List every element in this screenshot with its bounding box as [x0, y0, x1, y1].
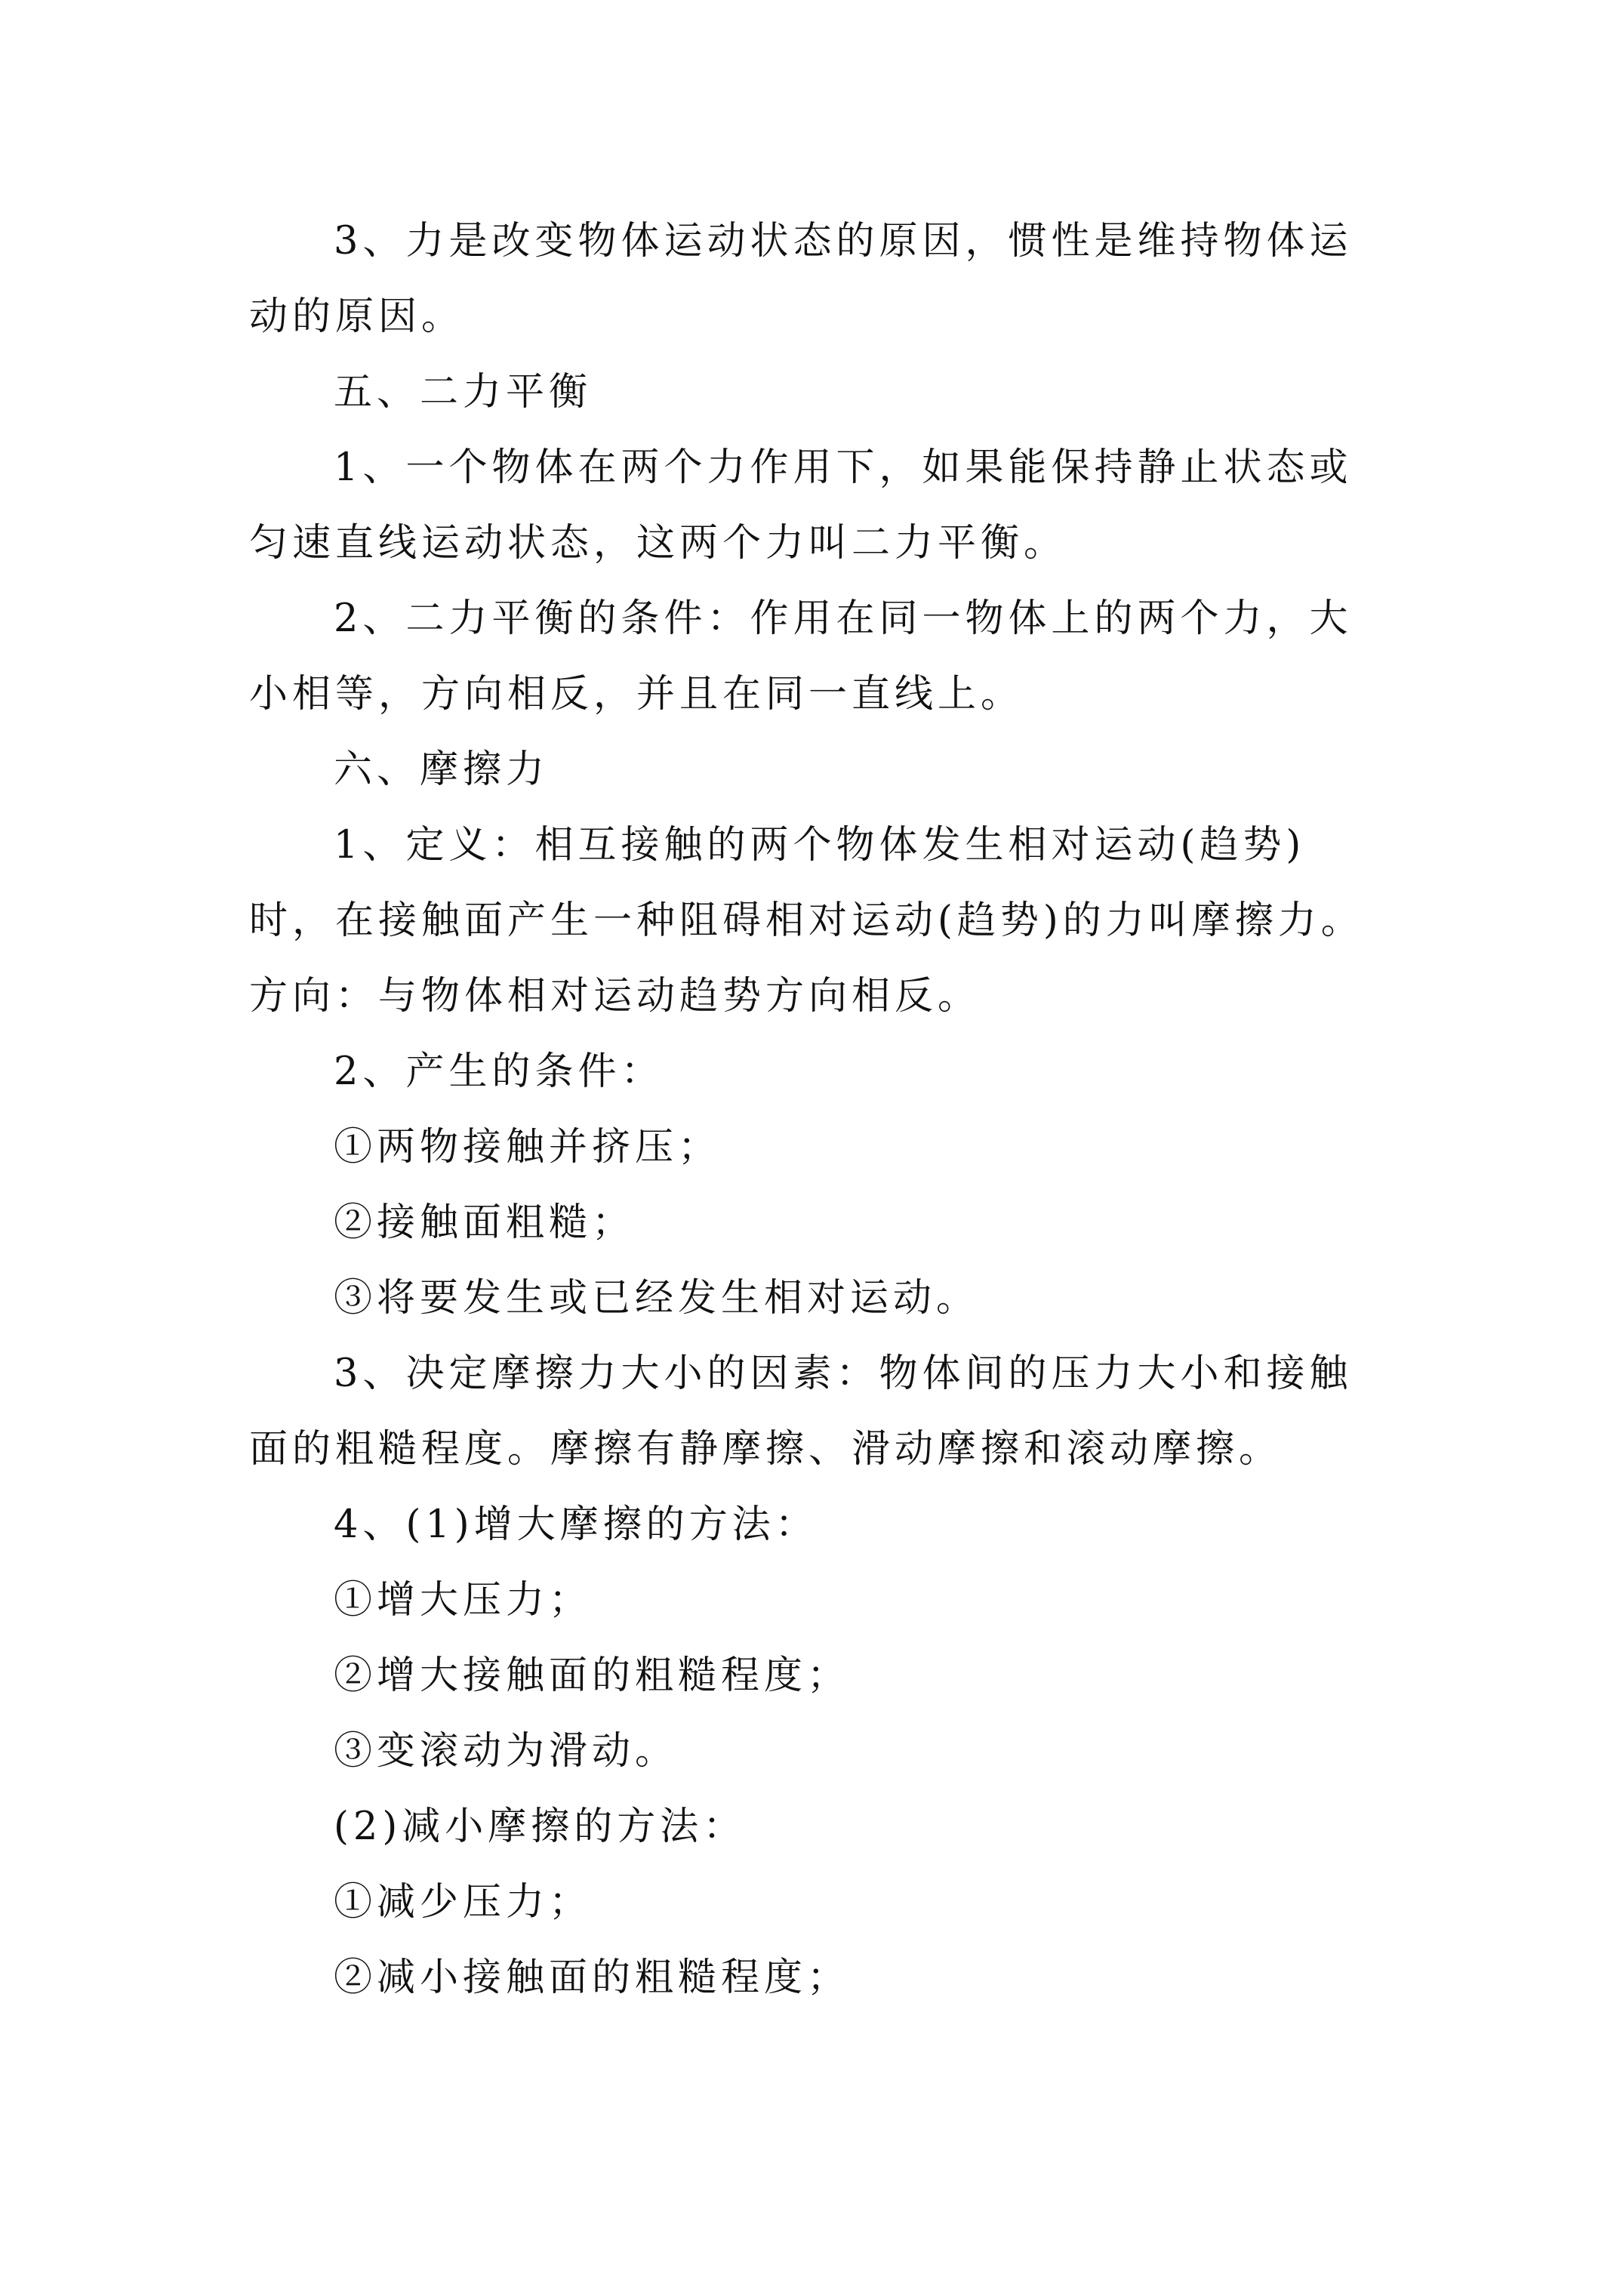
- heading-two-force-balance: 五、二力平衡: [334, 370, 593, 415]
- list-item: ②减小接触面的粗糙程度；: [334, 1955, 851, 2000]
- list-item: ③将要发生或已经发生相对运动。: [334, 1276, 980, 1321]
- list-item: ③变滚动为滑动。: [334, 1729, 679, 1774]
- paragraph-friction-definition: 1、定义：相互接触的两个物体发生相对运动(趋势)时，在接触面产生一种阻碍相对运动(趋势)的力叫摩擦力。方向：与物体相对运动趋势方向相反。: [249, 823, 1364, 1019]
- paragraph-decrease-friction: (2)减小摩擦的方法：: [334, 1804, 747, 1849]
- list-item: ②接触面粗糙；: [334, 1200, 636, 1245]
- list-item: ①增大压力；: [334, 1578, 593, 1623]
- list-item: ①减少压力；: [334, 1880, 593, 1925]
- paragraph-inertia: 3、力是改变物体运动状态的原因，惯性是维持物体运动的原因。: [249, 219, 1353, 339]
- paragraph-friction-conditions: 2、产生的条件：: [334, 1049, 664, 1094]
- paragraph-increase-friction: 4、(1)增大摩擦的方法：: [334, 1502, 818, 1547]
- paragraph-balance-conditions: 2、二力平衡的条件：作用在同一物体上的两个力，大小相等，方向相反，并且在同一直线上。: [249, 596, 1353, 717]
- paragraph-balance-definition: 1、一个物体在两个力作用下，如果能保持静止状态或匀速直线运动状态，这两个力叫二力平衡。: [249, 445, 1353, 566]
- list-item: ②增大接触面的粗糙程度；: [334, 1653, 851, 1698]
- list-item: ①两物接触并挤压；: [334, 1125, 722, 1170]
- document-body: [249, 204, 1381, 2016]
- heading-friction: 六、摩擦力: [334, 747, 550, 792]
- paragraph-friction-factors: 3、决定摩擦力大小的因素：物体间的压力大小和接触面的粗糙程度。摩擦有静摩擦、滑动摩擦和滚动摩擦。: [249, 1351, 1353, 1472]
